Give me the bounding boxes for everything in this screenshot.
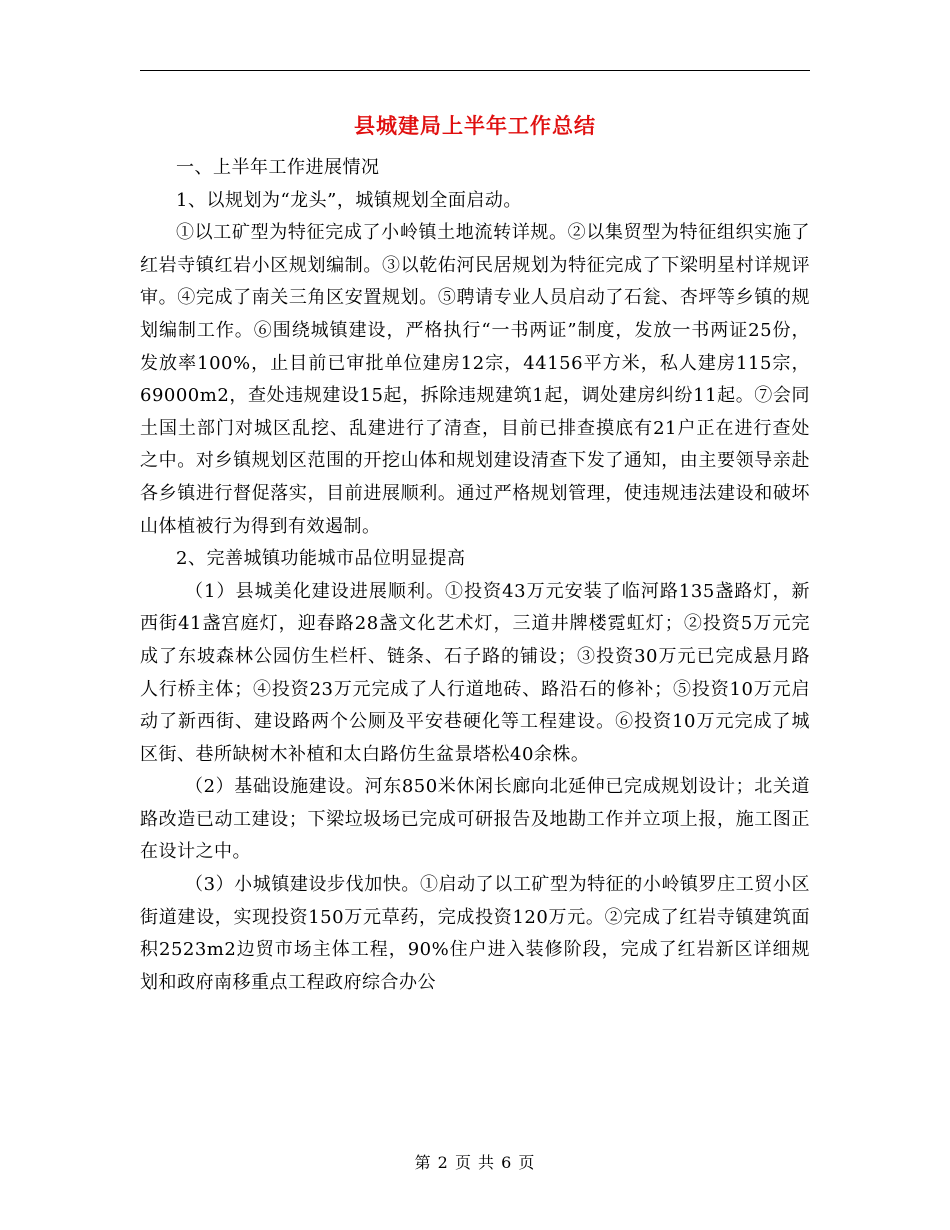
section-heading: 一、上半年工作进展情况: [176, 157, 380, 178]
subsection-heading: 1、以规划为“龙头”，城镇规划全面启动。: [176, 189, 522, 211]
page-number: 第 2 页 共 6 页: [414, 1153, 536, 1172]
document-body: [140, 152, 810, 999]
document-title: 县城建局上半年工作总结: [354, 113, 596, 138]
paragraph: （1）县城美化建设进展顺利。①投资43万元安装了临河路135盏路灯，新西街41盏宫庭灯，迎春路28盏文化艺术灯，三道井牌楼霓虹灯；②投资5万元完成了东坡森林公园仿生栏杆、链条、石子路的铺设；③投资30万元已完成悬月路人行桥主体；④投资23万元完成了人行道地砖、路沿石的修补；⑤投资10万元启动了新西街、建设路两个公厕及平安巷硬化等工程建设。⑥投资10万元完成了城区街、巷所缺树木补植和太白路仿生盆景塔松40余株。: [140, 580, 810, 765]
paragraph: （3）小城镇建设步伐加快。①启动了以工矿型为特征的小岭镇罗庄工贸小区街道建设，实现投资150万元草药，完成投资120万元。②完成了红岩寺镇建筑面积2523m2边贸市场主体工程，90%住户进入装修阶段，完成了红岩新区详细规划和政府南移重点工程政府综合办公: [140, 874, 810, 993]
paragraph: （2）基础设施建设。河东850米休闲长廊向北延伸已完成规划设计；北关道路改造已动工建设；下梁垃圾场已完成可研报告及地勘工作并立项上报，施工图正在设计之中。: [140, 776, 810, 863]
subsection-heading: 2、完善城镇功能城市品位明显提高: [176, 548, 466, 570]
paragraph: ①以工矿型为特征完成了小岭镇土地流转详规。②以集贸型为特征组织实施了红岩寺镇红岩小区规划编制。③以乾佑河民居规划为特征完成了下梁明星村详规评审。④完成了南关三角区安置规划。⑤聘请专业人员启动了石瓮、杏坪等乡镇的规划编制工作。⑥围绕城镇建设，严格执行“一书两证”制度，发放一书两证25份，发放率100%，止目前已审批单位建房12宗，44156平方米，私人建房115宗，69000m2，查处违规建设15起，拆除违规建筑1起，调处建房纠纷11起。⑦会同土国土部门对城区乱挖、乱建进行了清查，目前已排查摸底有21户正在进行查处之中。对乡镇规划区范围的开挖山体和规划建设清查下发了通知，由主要领导亲赴各乡镇进行督促落实，目前进展顺利。通过严格规划管理，使违规违法建设和破坏山体植被行为得到有效遏制。: [140, 222, 810, 537]
header-rule: [140, 70, 810, 71]
